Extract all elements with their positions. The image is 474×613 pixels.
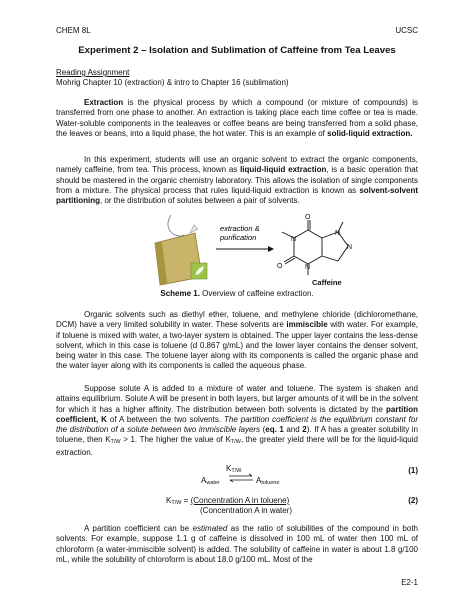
eq1-number: (1) xyxy=(408,466,418,475)
atom-n-7: N xyxy=(335,230,341,237)
p3-text-b: with water. For example, if toluene is mixed with water, a two-layer system is obtained. The upper layer contains the less-dense solvent, which in this case is toluene (d 0.867 g/mL) and the lower layer contains the denser solvent, being water in this case. The toluene layer along with its components is called the organic phase and the water layer along with its components is called the aqueous phase. xyxy=(56,320,419,371)
term-liquid-liquid: liquid-liquid extraction xyxy=(240,165,327,175)
eq2-k-symbol: K xyxy=(166,496,172,505)
atom-n-9: N xyxy=(347,244,353,251)
p4-text-f: > 1. The higher the value of K xyxy=(120,435,231,445)
equilibrium-arrows-icon xyxy=(228,473,254,483)
caption-text: Overview of caffeine extraction. xyxy=(199,289,314,298)
paragraph-extraction xyxy=(56,98,418,139)
p5-text-a: A partition coefficient can be xyxy=(84,524,193,533)
atom-n-1: N xyxy=(291,236,297,243)
eq1-k-symbol: K xyxy=(226,464,232,473)
p4-text-c: ( xyxy=(260,425,266,435)
k-sub-1: T/W xyxy=(110,439,121,446)
caffeine-label: Caffeine xyxy=(312,278,342,287)
reaction-arrow xyxy=(216,224,274,252)
tea-bag-icon xyxy=(155,215,207,285)
term-immiscible: immiscible xyxy=(286,320,328,330)
eq2-number: (2) xyxy=(408,496,418,505)
eq1-right-symbol: A xyxy=(256,476,262,485)
school-header: UCSC xyxy=(395,26,418,35)
term-estimated: estimated xyxy=(192,524,228,533)
term-extraction: Extraction xyxy=(84,98,124,107)
arrow-label-2: purification xyxy=(220,233,257,242)
arrow-label-1: extraction & xyxy=(220,224,260,233)
partition-definition: The partition coefficient is the equilibrium constant for the distribution of a solute between two immiscible layers xyxy=(56,414,419,435)
eq2-equals: = xyxy=(181,496,191,505)
eq1-k-sub: T/W xyxy=(231,468,242,474)
p3-text-a: Organic solvents such as diethyl ether, toluene, and methylene chloride (dichloromethane, DCM) have a very limited solubility in water. These solvents are xyxy=(56,310,418,330)
k-sub-2: T/W xyxy=(230,439,241,446)
eq2-lhs xyxy=(166,496,289,506)
scheme-caption xyxy=(0,289,474,298)
paragraph-liquid-liquid xyxy=(56,155,418,206)
eq1-right xyxy=(256,476,279,486)
p4-text-b: of A between the two solvents. xyxy=(106,414,225,424)
eq1-left-sub: water xyxy=(206,480,220,486)
p4-text-d: and xyxy=(283,425,303,435)
term-partition-coefficient: partition coefficient, K xyxy=(56,404,418,424)
eq2-numerator: (Concentration A in toluene) xyxy=(190,496,290,505)
p1-text: is the physical process by which a compound (or mixture of compounds) is transferred from one phase to another. An extraction is taking place each time coffee or tea is made. Water-soluble components in the tealeaves or coffee beans are being transferred from a solid phase, the leaves or beans, into a liquid phase, the hot water. This is an example of xyxy=(56,98,418,138)
p4-text-g: , the greater yield there will be for the liquid-liquid extraction. xyxy=(56,435,418,457)
atom-o-top: O xyxy=(305,214,311,221)
eq1-right-sub: toluene xyxy=(261,480,280,486)
reading-assignment xyxy=(56,68,418,89)
term-solvent-partitioning: solvent-solvent partitioning xyxy=(56,185,418,206)
atom-o-left: O xyxy=(277,263,283,270)
p5-text-b: as the ratio of solubilities of the compound in both solvents. For example, suppose 1.1 g of caffeine is dissolved in 100 mL of water then 100 mL of chloroform (a water-immiscible solvent) is added. The solubility of caffeine in water is about 1.8 g/100 mL, while the solubility of chloroform is about 18.0 g/100 mL. Most of the xyxy=(56,524,419,564)
eq1-left-symbol: A xyxy=(201,476,207,485)
p2-text-b: , is a basic operation that should be mastered in the organic chemistry laboratory. This allows the isolation of single components from a mixture. The physical process that rules liquid-liquid extraction is known as xyxy=(56,165,418,195)
p2-text-c: , or the distribution of solutes between a pair of solvents. xyxy=(100,196,300,206)
caffeine-structure xyxy=(277,214,352,287)
eq2-k-sub: T/W xyxy=(171,500,182,506)
eq-ref-2: 2 xyxy=(302,425,307,435)
page-title: Experiment 2 – Isolation and Sublimation of Caffeine from Tea Leaves xyxy=(78,45,396,56)
eq-ref-1: eq. 1 xyxy=(265,425,284,435)
eq2-denominator: (Concentration A in water) xyxy=(200,506,293,515)
p4-text-e: ). If A has a greater solubility in toluene, then K xyxy=(56,425,418,445)
page-number: E2-1 xyxy=(401,578,418,587)
eq1-left xyxy=(201,476,220,486)
paragraph-solvents xyxy=(56,310,418,372)
reading-text: Mohrig Chapter 10 (extraction) & intro to Chapter 16 (sublimation) xyxy=(56,78,289,88)
paragraph-partition xyxy=(56,384,418,458)
atom-n-3: N xyxy=(305,264,311,271)
caption-label: Scheme 1. xyxy=(160,289,200,298)
course-header: CHEM 8L xyxy=(56,26,91,35)
paragraph-estimation xyxy=(56,524,418,565)
term-solid-liquid: solid-liquid extraction. xyxy=(327,128,413,138)
p2-text-a: In this experiment, students will use an organic solvent to extract the organic components, namely caffeine, from tea. This process, known as xyxy=(56,155,418,175)
reading-heading: Reading Assignment xyxy=(56,68,130,77)
p4-text-a: Suppose solute A is added to a mixture of water and toluene. The system is shaken and attains equilibrium. Solute A will be present in both layers, but larger amounts of it will be in the solvent for which it has a higher affinity. The distribution between both solvents is dictated by the xyxy=(56,384,418,414)
